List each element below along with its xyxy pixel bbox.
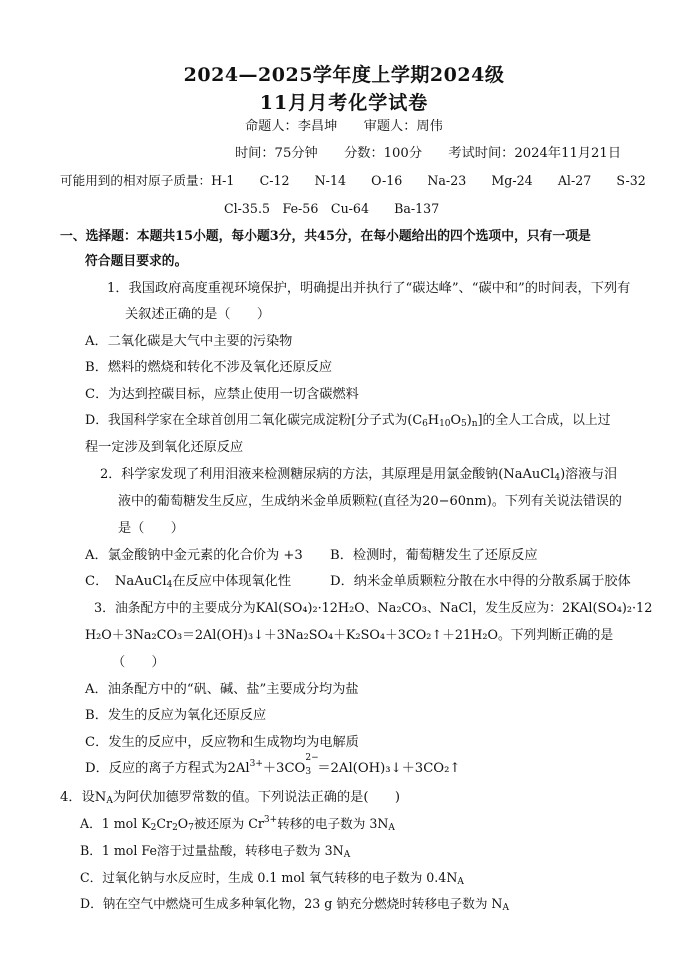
q4-option-a: A．1 mol $K_2Cr_2O_7$被还原为 $Cr^{3+}$转移的电子数为 $3N_A$ [80,815,395,833]
q1-option-a: A．二氧化碳是大气中主要的污染物 [85,334,293,349]
q1-option-b: B．燃料的燃烧和转化不涉及氧化还原反应 [85,360,333,375]
q1-option-c: C．为达到控碳目标，应禁止使用一切含碳燃料 [85,387,359,402]
section-heading-line-1: 一、选择题：本题共15小题，每小题3分，共45分，在每小题给出的四个选项中，只有一项是 [60,229,591,244]
q3-stem-line-1: 3．油条配方中的主要成分为KAl(SO₄)₂·12H₂O、Na₂CO₃、NaCl，发生反应为：2KAl(SO₄)₂·12 [94,601,653,616]
exam-title: 2024—2025学年度上学期2024级 [183,64,505,86]
q4-stem: 4．设$N_A$为阿伏加德罗常数的值。下列说法正确的是( ) [60,790,401,806]
q1-stem-line-1: 1．我国政府高度重视环境保护，明确提出并执行了“碳达峰”、“碳中和”的时间表，下列有 [107,281,631,296]
q1-option-d-line-2: 程一定涉及到氧化还原反应 [85,440,244,455]
exam-info-line: 时间：75分钟 分数：100分 考试时间：2024年11月21日 [235,146,622,161]
atomic-mass-line-1: 可能用到的相对原子质量：H-1 C-12 N-14 O-16 Na-23 Mg-24 Al-27 S-32 [60,173,646,188]
q3-option-c: C．发生的反应中，反应物和生成物均为电解质 [85,735,359,750]
q1-stem-line-2: 关叙述正确的是（ ） [125,307,271,322]
q4-option-b: B．1 mol Fe溶于过量盐酸，转移电子数为 $3N_A$ [80,843,351,860]
authors-line: 命题人：李昌坤 审题人：周伟 [245,119,443,134]
q2-option-c: C． NaAuCl$_4$在反应中体现氧化性 [85,574,292,590]
q3-option-d: D．反应的离子方程式为$2Al^{3+}+3CO$ 2− 3 ＝2Al(OH)₃↓＋3CO₂↑ [85,753,461,777]
q1-option-d-line-1: D．我国科学家在全球首创用二氧化碳完成淀粉[分子式为$(C_6H_{10}O_5)_n$]的全人工合成，以上过 [85,413,611,429]
q3-stem-line-2: H₂O＋3Na₂CO₃＝2Al(OH)₃↓＋3Na₂SO₄＋K₂SO₄＋3CO₂↑＋21H₂O。下列判断正确的是 [85,628,614,643]
q4-option-c: C．过氧化钠与水反应时，生成 0.1 mol 氧气转移的电子数为 $0.4N_A$ [80,870,464,887]
section-heading-line-2: 符合题目要求的。 [85,254,188,269]
exam-subtitle: 11月月考化学试卷 [259,92,429,114]
q3-stem-line-3: （ ） [112,655,165,670]
q2-option-a: A．氯金酸钠中金元素的化合价为 +3 [85,548,303,563]
q3-option-a: A．油条配方中的“矾、碱、盐”主要成分均为盐 [85,682,359,697]
atomic-mass-line-2: Cl-35.5 Fe-56 Cu-64 Ba-137 [224,201,440,216]
q2-stem-line-1: 2．科学家发现了利用泪液来检测糖尿病的方法，其原理是用氯金酸钠(NaAuCl$_4$)溶液与泪 [100,467,618,483]
q2-option-d: D．纳米金单质颗粒分散在水中得的分散系属于胶体 [330,574,631,589]
q2-stem-line-2: 液中的葡萄糖发生反应，生成纳米金单质颗粒(直径为20−60nm)。下列有关说法错误的 [118,494,622,509]
q3-option-b: B．发生的反应为氧化还原反应 [85,708,267,723]
q4-option-d: D．钠在空气中燃烧可生成多种氧化物，23 g 钠充分燃烧时转移电子数为 $N_A$ [80,896,509,913]
q2-stem-line-3: 是（ ） [118,521,184,536]
q2-option-b: B．检测时，葡萄糖发生了还原反应 [330,548,538,563]
